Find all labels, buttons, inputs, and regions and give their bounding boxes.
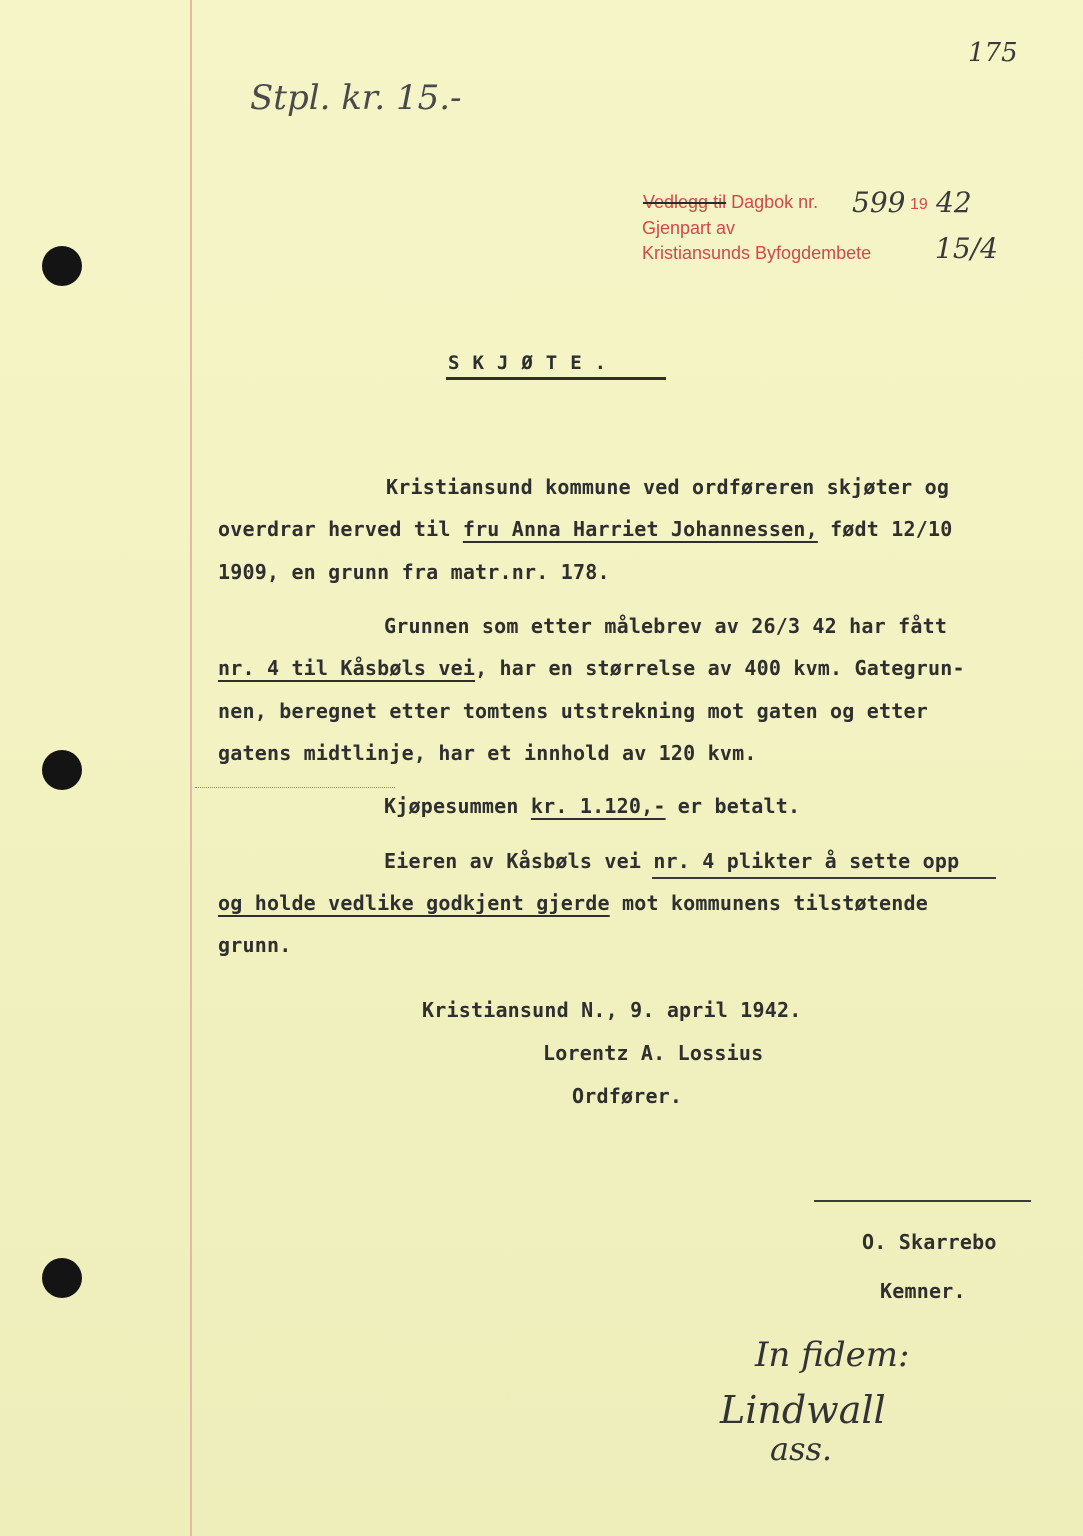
signer-name: Lorentz A. Lossius (543, 1041, 764, 1065)
obligation-underline (652, 877, 996, 879)
document-title: SKJØTE. (448, 352, 620, 374)
signer-title: Ordfører. (572, 1084, 683, 1108)
dagbok-number: 599 (852, 186, 906, 219)
body-text: Eieren av Kåsbøls vei (384, 849, 654, 873)
dotted-line (195, 787, 395, 788)
stamp-duty-note: Stpl. kr. 15.- (250, 78, 462, 118)
second-signer-title: Kemner. (880, 1279, 966, 1303)
stamp-line-2: Gjenpart av (642, 218, 736, 238)
body-line: nen, beregnet etter tomtens utstrekning mot gaten og etter (218, 699, 928, 723)
body-line (218, 891, 928, 915)
body-line: gatens midtlinje, har et innhold av 120 kvm. (218, 741, 757, 765)
punch-hole-bottom (42, 1258, 82, 1298)
obligation-text: og holde vedlike godkjent gjerde (218, 891, 610, 915)
punch-hole-middle (42, 750, 82, 790)
body-text: mot kommunens tilstøtende (609, 891, 928, 915)
stamp-year-prefix: 19 (910, 196, 928, 213)
body-line (218, 517, 952, 541)
stamp-line-1 (643, 192, 818, 213)
body-text: Kjøpesummen (384, 794, 531, 818)
obligation-text: nr. 4 plikter å sette opp (653, 849, 960, 873)
body-text: , har en størrelse av 400 kvm. Gategrun- (475, 656, 965, 680)
stamp-handwritten-date: 15/4 (935, 232, 998, 265)
body-text: overdrar herved til (218, 517, 463, 541)
handwritten-ass: ass. (770, 1430, 833, 1468)
title-underline (446, 377, 666, 380)
stamp-year-suffix: 42 (936, 186, 972, 219)
second-signer-name: O. Skarrebo (862, 1230, 997, 1254)
body-text: født 12/10 (817, 517, 953, 541)
punch-hole-top (42, 246, 82, 286)
stamp-line-3: Kristiansunds Byfogdembete (642, 243, 872, 263)
purchase-price: kr. 1.120,- (530, 794, 666, 818)
stamp-dagbok-label: Dagbok nr. (731, 192, 819, 212)
body-line (384, 794, 800, 818)
page-number: 175 (968, 38, 1018, 68)
body-line (384, 849, 959, 873)
handwritten-in-fidem: In fidem: (755, 1335, 910, 1375)
stamp-struck-text: Vedlegg til (643, 192, 727, 212)
margin-line (190, 0, 192, 1536)
body-line: Kristiansund kommune ved ordføreren skjøter og (386, 475, 950, 499)
handwritten-signature: Lindwall (720, 1388, 886, 1432)
place-date: Kristiansund N., 9. april 1942. (422, 998, 802, 1022)
address-text: nr. 4 til Kåsbøls vei (218, 656, 476, 680)
body-line (218, 656, 965, 680)
signature-rule (814, 1200, 1031, 1202)
body-line: grunn. (218, 933, 292, 957)
buyer-name: fru Anna Harriet Johannessen, (462, 517, 818, 541)
body-text: er betalt. (665, 794, 801, 818)
body-line: 1909, en grunn fra matr.nr. 178. (218, 560, 610, 584)
body-line: Grunnen som etter målebrev av 26/3 42 har fått (384, 614, 948, 638)
